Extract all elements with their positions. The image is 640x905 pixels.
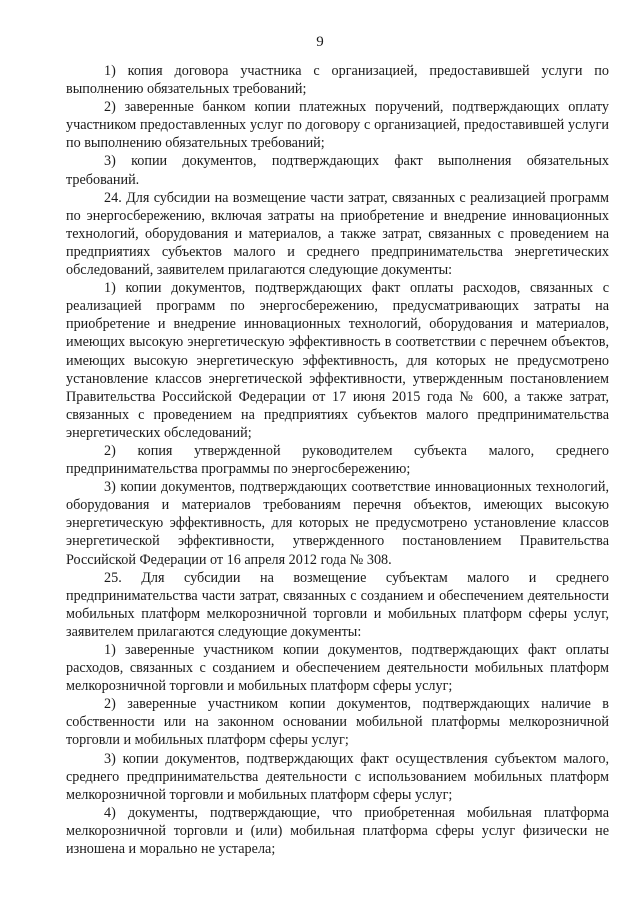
paragraph: 2) копия утвержденной руководителем субъекта малого, среднего предпринимательства программы по энергосбережению; bbox=[66, 442, 609, 478]
paragraph: 4) документы, подтверждающие, что приобретенная мобильная платформа мелкорозничной торговли и (или) мобильная платформа сферы услуг физически не изношена и морально не устарела; bbox=[66, 804, 609, 858]
paragraph: 1) копия договора участника с организацией, предоставившей услуги по выполнению обязательных требований; bbox=[66, 63, 609, 98]
paragraph: 2) заверенные участником копии документов, подтверждающих наличие в собственности или на законном основании мобильной платформы мелкорозничной торговли и мобильных платформ сферы услуг; bbox=[66, 696, 609, 749]
paragraph: 1) заверенные участником копии документов, подтверждающих факт оплаты расходов, связанных с созданием и обеспечением деятельности мобильных платформ мелкорозничной торговли и мобильных платформ сферы услуг; bbox=[66, 642, 609, 695]
paragraph: 24. Для субсидии на возмещение части затрат, связанных с реализацией программ по энергосбережению, включая затраты на приобретение и внедрение инновационных технологий, оборудования и материалов, а также затрат, связанных с проведением на предприятиях субъектов малого и среднего предпринимательства энергетических обследований, заявителем прилагаются следующие документы: bbox=[66, 189, 609, 279]
paragraph: 1) копии документов, подтверждающих факт оплаты расходов, связанных с реализацией программ по энергосбережению, предусматривающих затраты на приобретение и внедрение инновационных технологий, оборудования и материалов, имеющих высокую энергетическую эффективность в соответствии с перечнем объектов, имеющих высокую энергетическую эффективность, для которых не предусмотрено установление классов энергетической эффективности, утвержденным постановлением Правительства Российской Федерации от 17 июня 2015 года № 600, а также затрат, связанных с проведением на предприятиях субъектов малого предпринимательства энергетических обследований; bbox=[66, 280, 609, 441]
paragraph: 2) заверенные банком копии платежных поручений, подтверждающих оплату участником предоставленных услуг по договору с организацией, предоставившей услуги по выполнению обязательных требований; bbox=[66, 99, 609, 152]
page-number: 9 bbox=[316, 34, 324, 50]
document-body bbox=[66, 62, 609, 858]
paragraph: 3) копии документов, подтверждающих факт выполнения обязательных требований. bbox=[66, 153, 609, 188]
paragraph: 25. Для субсидии на возмещение субъектам малого и среднего предпринимательства части затрат, связанных с созданием и обеспечением деятельности мобильных платформ мелкорозничной торговли и мобильных платформ сферы услуг, заявителем прилагаются следующие документы: bbox=[66, 569, 609, 640]
paragraph: 3) копии документов, подтверждающих факт осуществления субъектом малого, среднего предпринимательства деятельности с использованием мобильных платформ мелкорозничной торговли и мобильных платформ сферы услуг; bbox=[66, 750, 609, 803]
paragraph: 3) копии документов, подтверждающих соответствие инновационных технологий, оборудования и материалов требованиям перечня объектов, имеющих высокую энергетическую эффективность, для которых не предусмотрено установление классов энергетической эффективности, утвержденного постановлением Правительства Российской Федерации от 16 апреля 2012 года № 308. bbox=[66, 479, 609, 568]
